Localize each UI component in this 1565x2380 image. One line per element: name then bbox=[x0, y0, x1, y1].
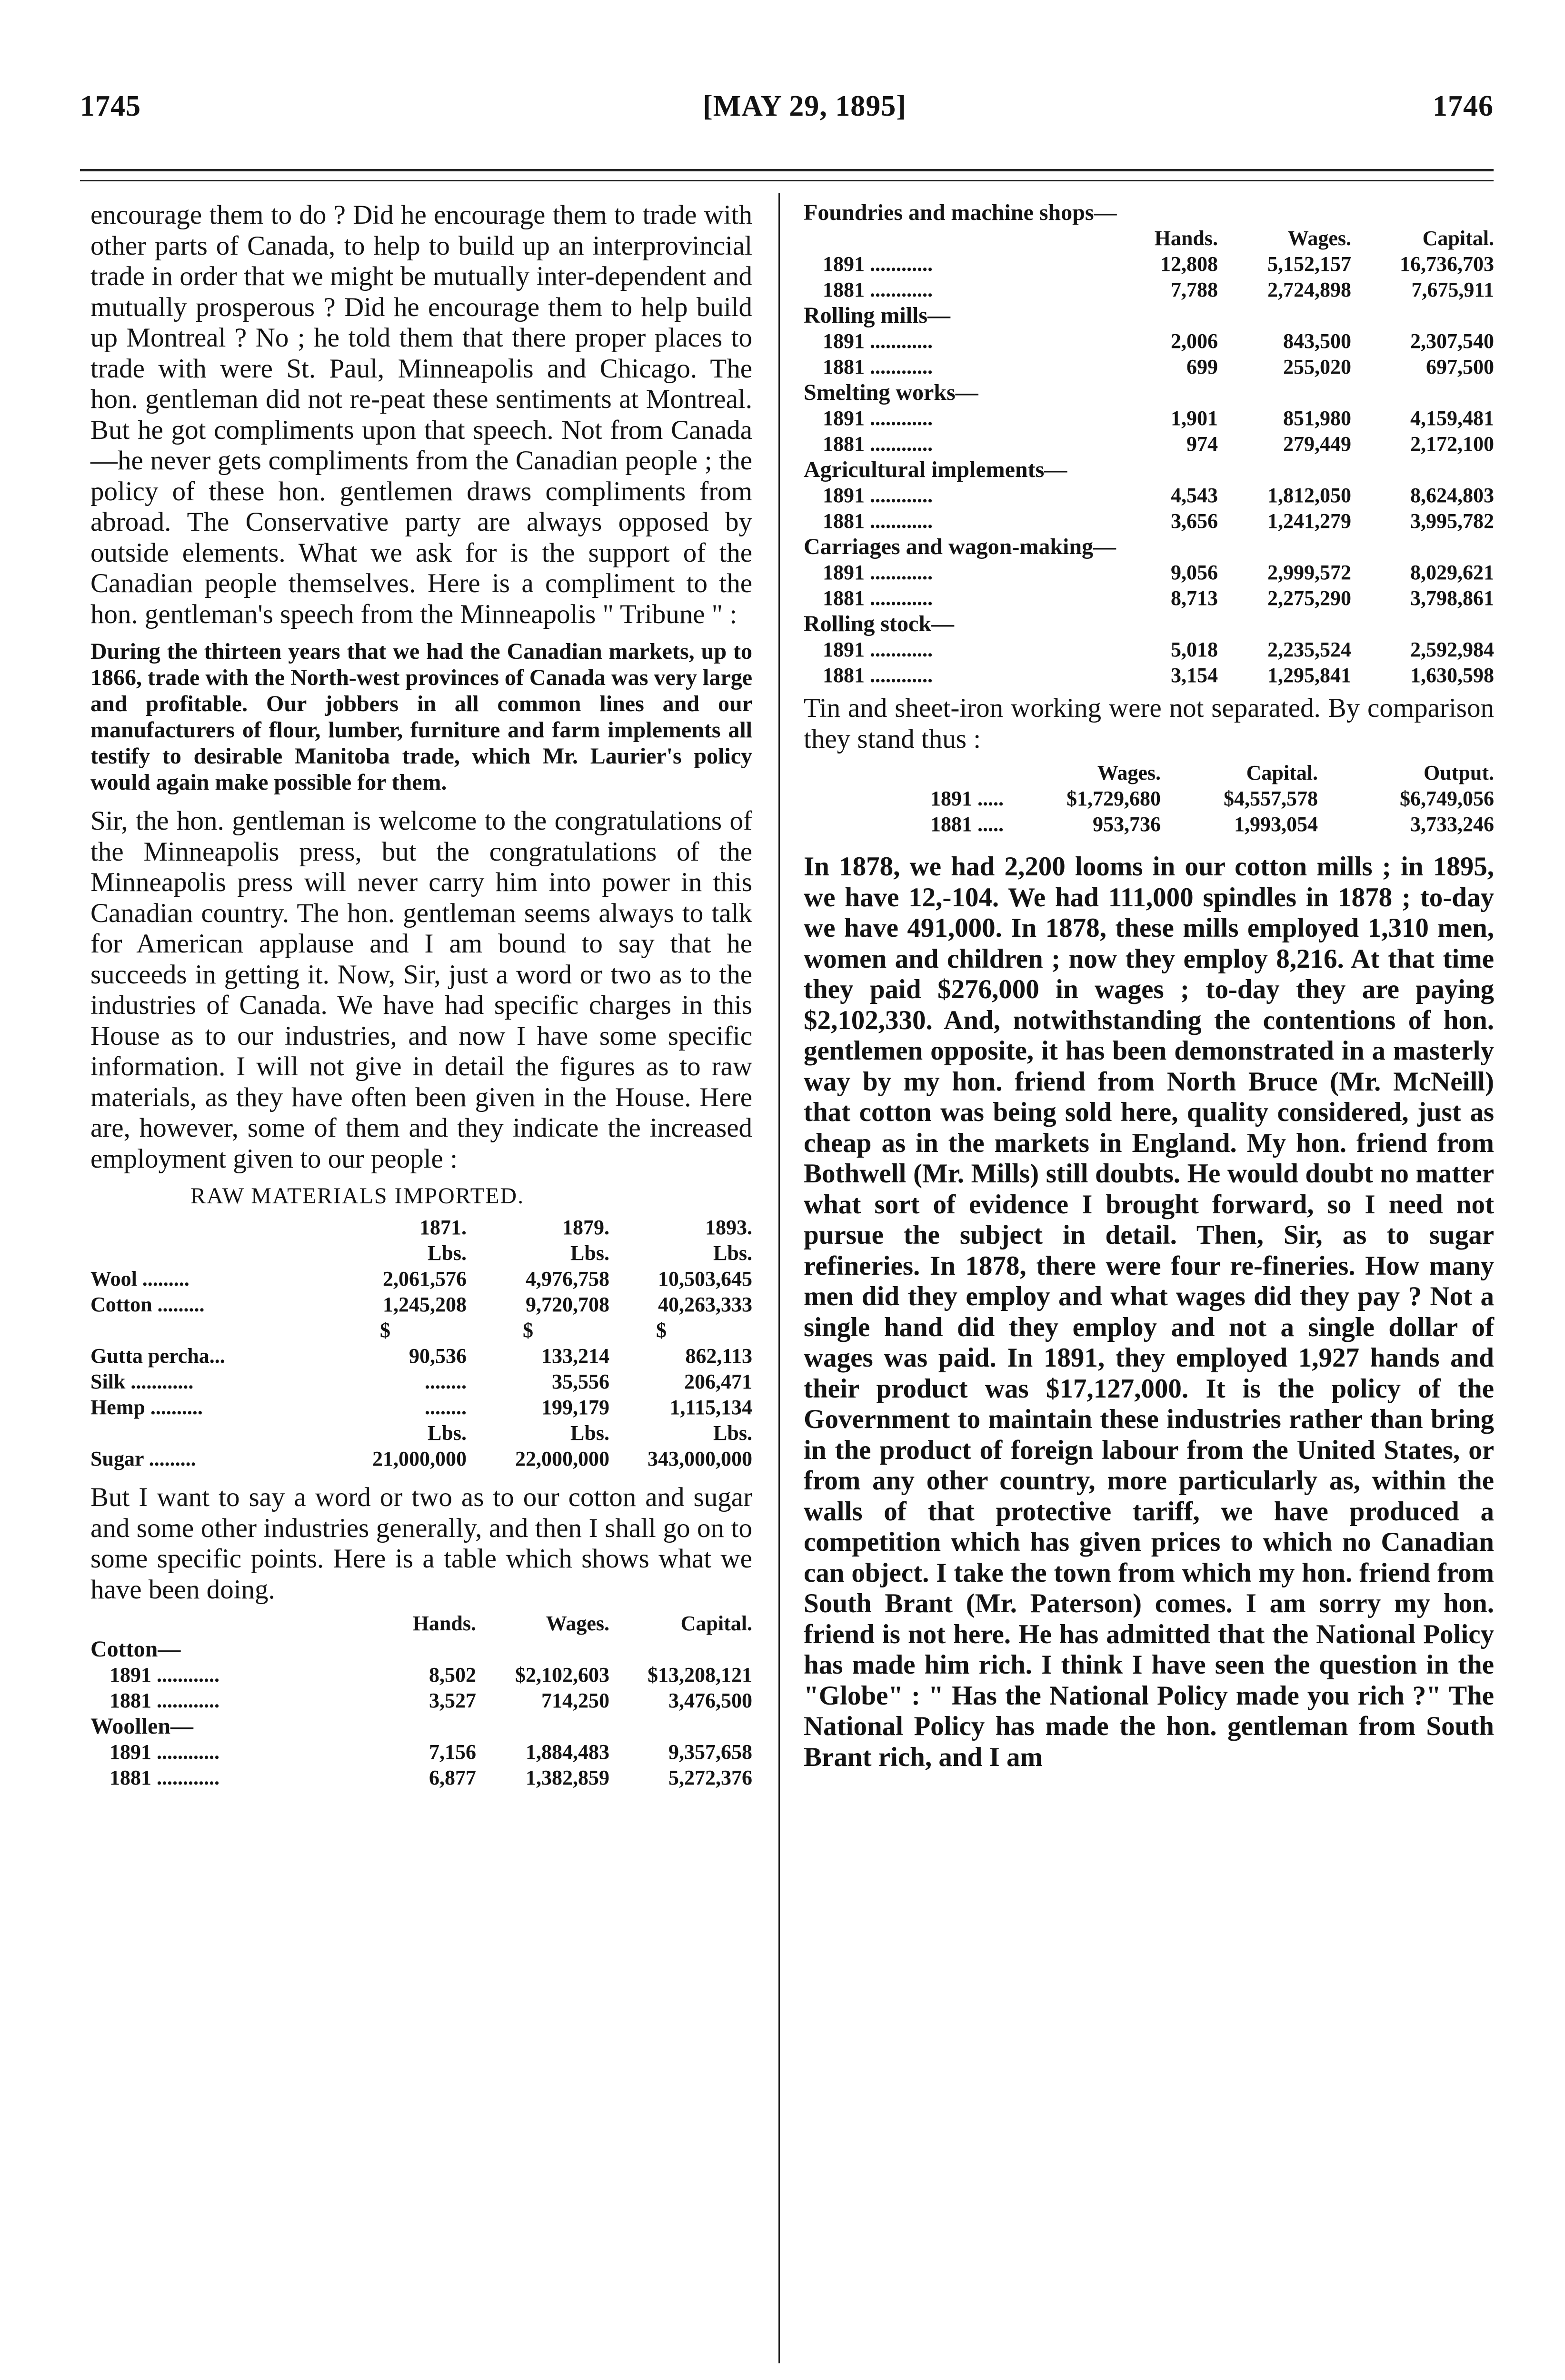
row-label: 1891 ............ bbox=[823, 561, 933, 584]
table-cell: 16,736,703 bbox=[1400, 252, 1494, 276]
group-label: Agricultural implements— bbox=[804, 457, 1067, 482]
row-label: 1891 ............ bbox=[823, 252, 933, 276]
table-cell: 1,245,208 bbox=[383, 1293, 467, 1316]
table-cell: 843,500 bbox=[1283, 329, 1351, 353]
table-row bbox=[90, 1395, 752, 1420]
row-label: 1891 ............ bbox=[110, 1663, 219, 1686]
row-label: 1881 ............ bbox=[823, 278, 933, 301]
table-cell: 9,056 bbox=[1171, 561, 1218, 584]
table-cell: 3,733,246 bbox=[1410, 813, 1494, 836]
table-cell: 12,808 bbox=[1160, 252, 1218, 276]
table-row bbox=[804, 328, 1494, 354]
unit-cell: Lbs. bbox=[713, 1421, 752, 1445]
table-cell: 40,263,333 bbox=[658, 1293, 752, 1316]
table-cell: 8,713 bbox=[1171, 586, 1218, 610]
year-header: 1871. bbox=[419, 1216, 467, 1239]
table-cell: ........ bbox=[425, 1396, 467, 1419]
paragraph-cotton-sugar: But I want to say a word or two as to our cotton and sugar and some other industries generally, and then I shall go on to some specific points. Here is a table which shows what we have been doing. bbox=[90, 1482, 752, 1605]
table-cell: 8,502 bbox=[429, 1663, 476, 1686]
header-rule-thick bbox=[80, 169, 1494, 171]
table-row bbox=[90, 1714, 752, 1739]
row-label: 1891 ............ bbox=[823, 407, 933, 430]
group-label: Rolling stock— bbox=[804, 611, 955, 636]
table-cell: 862,113 bbox=[685, 1344, 752, 1368]
table-cell: 90,536 bbox=[409, 1344, 467, 1368]
table-cell: 8,624,803 bbox=[1410, 484, 1494, 507]
row-label: 1891 ............ bbox=[823, 638, 933, 661]
table-row bbox=[90, 1739, 752, 1765]
table-row bbox=[90, 1369, 752, 1395]
table-cell: 10,503,645 bbox=[658, 1267, 752, 1290]
page-number-right: 1746 bbox=[1433, 90, 1494, 122]
row-label: Silk ............ bbox=[90, 1370, 194, 1393]
table-row bbox=[804, 483, 1494, 508]
paragraph-congratulations: Sir, the hon. gentleman is welcome to the congratulations of the Minneapolis press, but the congratulations of the Minneapolis press will never carry him into power in this Canadian country. The hon. gentleman seems always to talk for American applause and I am bound to say that he succeeds in getting it. Now, Sir, just a word or two as to the industries of Canada. We have had specific charges in this House as to our industries, and now I have some specific information. I will not give in detail the figures as to raw materials, as they have often been given in the House. Here are, however, some of them and they indicate the increased employment given to our people : bbox=[90, 806, 752, 1174]
table-cell: 133,214 bbox=[541, 1344, 609, 1368]
row-label: Sugar ......... bbox=[90, 1447, 196, 1470]
column-header: Output. bbox=[1424, 761, 1494, 784]
right-column bbox=[804, 200, 1494, 1778]
unit-cell: Lbs. bbox=[570, 1241, 609, 1265]
table-row bbox=[90, 1318, 752, 1343]
raw-materials-table bbox=[90, 1215, 752, 1472]
table-row bbox=[90, 1240, 752, 1266]
table-row bbox=[90, 1446, 752, 1472]
row-label: 1881 ............ bbox=[110, 1766, 219, 1789]
table-row bbox=[804, 354, 1494, 380]
table-row bbox=[804, 431, 1494, 457]
column-header: Capital. bbox=[680, 1612, 752, 1635]
table-row bbox=[804, 457, 1494, 483]
table-cell: 2,275,290 bbox=[1267, 586, 1351, 610]
group-label: Smelting works— bbox=[804, 380, 978, 405]
table-cell: 851,980 bbox=[1283, 407, 1351, 430]
paragraph-looms: In 1878, we had 2,200 looms in our cotton mills ; in 1895, we have 12,-104. We had 111,000 spindles in 1878 ; to-day we have 491,000. In 1878, these mills employed 1,310 men, women and children ; now they employ 8,216. At that time they paid $276,000 in wages ; to-day they are paying $2,102,330. And, notwithstanding the contentions of hon. gentlemen opposite, it has been demonstrated in a masterly way by my hon. friend from North Bruce (Mr. McNeill) that cotton was being sold here, quality considered, just as cheap as in the markets in England. My hon. friend from Bothwell (Mr. Mills) still doubts. He would doubt no matter what sort of evidence I brought forward, so I need not pursue the subject in detail. Then, Sir, as to sugar refineries. In 1878, there were four re-fineries. How many men did they employ and what wages did they pay ? Not a single hand did they employ and not a single dollar of wages was paid. In 1891, they employed 1,927 hands and their product was $17,127,000. It is the policy of the Government to maintain these industries rather than bring in the product of foreign labour from the United States, or from any other country, more particularly as, within the walls of that protective tariff, we have produced a competition which has given prices to which no Canadian can object. I take the town from which my hon. friend from South Brant (Mr. Paterson) comes. I am sorry my hon. friend is not here. He has admitted that the National Policy has made him rich. I think I have seen the question in the "Globe" : " Has the National Policy made you rich ?" The National Policy has made the hon. gentleman from South Brant rich, and I am bbox=[804, 852, 1494, 1772]
table-row bbox=[804, 200, 1494, 226]
table-cell: 5,152,157 bbox=[1267, 252, 1351, 276]
row-label: 1891 ............ bbox=[823, 329, 933, 353]
table-cell: 1,993,054 bbox=[1234, 813, 1318, 836]
row-label: Wool ......... bbox=[90, 1267, 189, 1290]
table-cell: $2,102,603 bbox=[515, 1663, 609, 1686]
group-label: Rolling mills— bbox=[804, 303, 951, 328]
table-cell: 9,357,658 bbox=[668, 1740, 752, 1764]
table-cell: 1,115,134 bbox=[669, 1396, 752, 1419]
table-cell: 2,172,100 bbox=[1410, 432, 1494, 456]
row-label: Cotton ......... bbox=[90, 1293, 205, 1316]
table-row bbox=[90, 1343, 752, 1369]
table-cell: 1,630,598 bbox=[1410, 664, 1494, 687]
group-label: Foundries and machine shops— bbox=[804, 200, 1117, 225]
table-cell: 5,272,376 bbox=[668, 1766, 752, 1789]
column-divider bbox=[778, 193, 780, 2363]
table-row bbox=[804, 406, 1494, 431]
table-cell: 1,901 bbox=[1171, 407, 1218, 430]
table-row bbox=[90, 1420, 752, 1446]
date-header: [MAY 29, 1895] bbox=[703, 90, 907, 122]
unit-cell: $ bbox=[656, 1319, 667, 1342]
column-header: Capital. bbox=[1422, 227, 1494, 250]
row-label: 1881 ............ bbox=[823, 432, 933, 456]
table-cell: $6,749,056 bbox=[1400, 787, 1494, 810]
table-row bbox=[804, 585, 1494, 611]
table-cell: 7,788 bbox=[1171, 278, 1218, 301]
raw-materials-caption: RAW MATERIALS IMPORTED. bbox=[190, 1183, 525, 1209]
table-cell: 3,476,500 bbox=[668, 1689, 752, 1712]
column-header: Wages. bbox=[546, 1612, 609, 1635]
table-row bbox=[804, 508, 1494, 534]
table-cell: 255,020 bbox=[1283, 355, 1351, 378]
table-cell: 697,500 bbox=[1426, 355, 1494, 378]
table-row bbox=[90, 1292, 752, 1318]
table-cell: 2,724,898 bbox=[1267, 278, 1351, 301]
table-row bbox=[804, 380, 1494, 406]
table-row bbox=[90, 1266, 752, 1292]
table-cell: $1,729,680 bbox=[1067, 787, 1161, 810]
table-cell: 9,720,708 bbox=[526, 1293, 609, 1316]
row-label: 1891 ..... bbox=[930, 787, 1004, 810]
unit-cell: Lbs. bbox=[428, 1241, 467, 1265]
unit-cell: Lbs. bbox=[428, 1421, 467, 1445]
table-cell: 2,592,984 bbox=[1410, 638, 1494, 661]
table-cell: 1,812,050 bbox=[1267, 484, 1351, 507]
table-cell: 2,999,572 bbox=[1267, 561, 1351, 584]
row-label: Hemp .......... bbox=[90, 1396, 203, 1419]
table-row bbox=[804, 277, 1494, 303]
table-cell: 974 bbox=[1186, 432, 1218, 456]
row-label: 1881 ............ bbox=[823, 664, 933, 687]
table-cell: 7,156 bbox=[429, 1740, 476, 1764]
table-row bbox=[804, 786, 1494, 812]
table-cell: 3,798,861 bbox=[1410, 586, 1494, 610]
table-cell: 279,449 bbox=[1283, 432, 1351, 456]
column-header: Wages. bbox=[1287, 227, 1351, 250]
unit-cell: $ bbox=[380, 1319, 390, 1342]
column-header: Wages. bbox=[1097, 761, 1161, 784]
table-row bbox=[804, 637, 1494, 663]
table-cell: 2,061,576 bbox=[383, 1267, 467, 1290]
table-row bbox=[804, 251, 1494, 277]
table-cell: ........ bbox=[425, 1370, 467, 1393]
table-row bbox=[804, 226, 1494, 251]
table-cell: $4,557,578 bbox=[1224, 787, 1318, 810]
table-cell: 3,154 bbox=[1171, 664, 1218, 687]
table-cell: 2,235,524 bbox=[1267, 638, 1351, 661]
paragraph-encourage: encourage them to do ? Did he encourage them to trade with other parts of Canada, to help to build up an interprovincial trade in order that we might be mutually inter-dependent and mutually prosperous ? Did he encourage them to help build up Montreal ? No ; he told them that there proper places to trade with were St. Paul, Minneapolis and Chicago. The hon. gentleman did not re-peat these sentiments at Montreal. But he got compliments upon that speech. Not from Canada—he never gets compliments from the Canadian people ; the policy of these hon. gentlemen draws compliments from abroad. The Conservative party are always opposed by outside elements. What we ask for is the support of the Canadian people themselves. Here is a compliment to the hon. gentleman's speech from the Minneapolis " Tribune " : bbox=[90, 200, 752, 629]
table-row bbox=[90, 1765, 752, 1791]
tin-sheet-iron-table bbox=[804, 760, 1494, 837]
table-cell: 4,159,481 bbox=[1410, 407, 1494, 430]
unit-cell: $ bbox=[523, 1319, 533, 1342]
table-row bbox=[804, 303, 1494, 328]
industries-table-left bbox=[90, 1611, 752, 1791]
table-cell: 5,018 bbox=[1171, 638, 1218, 661]
table-cell: 4,976,758 bbox=[526, 1267, 609, 1290]
table-row bbox=[90, 1636, 752, 1662]
page-number-left: 1745 bbox=[80, 90, 141, 122]
table-row bbox=[804, 663, 1494, 688]
row-label: 1881 ............ bbox=[823, 586, 933, 610]
column-header: Hands. bbox=[412, 1612, 476, 1635]
group-label: Cotton— bbox=[90, 1636, 181, 1662]
table-cell: 6,877 bbox=[429, 1766, 476, 1789]
table-cell: 1,241,279 bbox=[1267, 509, 1351, 533]
table-cell: 714,250 bbox=[541, 1689, 609, 1712]
table-cell: 3,527 bbox=[429, 1689, 476, 1712]
table-row bbox=[90, 1662, 752, 1688]
header-rule-thin bbox=[80, 180, 1494, 181]
table-cell: 3,656 bbox=[1171, 509, 1218, 533]
table-row bbox=[90, 1688, 752, 1714]
unit-cell: Lbs. bbox=[570, 1421, 609, 1445]
year-header: 1879. bbox=[562, 1216, 609, 1239]
row-label: 1881 ............ bbox=[110, 1689, 219, 1712]
table-row bbox=[804, 611, 1494, 637]
table-cell: 2,307,540 bbox=[1410, 329, 1494, 353]
table-cell: 1,295,841 bbox=[1267, 664, 1351, 687]
table-cell: 4,543 bbox=[1171, 484, 1218, 507]
table-cell: 199,179 bbox=[541, 1396, 609, 1419]
tribune-quote: During the thirteen years that we had the Canadian markets, up to 1866, trade with the North-west provinces of Canada was very large and profitable. Our jobbers in all common lines and our manufacturers of flour, lumber, furniture and farm implements all testify to desirable Manitoba trade, which Mr. Laurier's policy would again make possible for them. bbox=[90, 639, 752, 795]
table-cell: 699 bbox=[1186, 355, 1218, 378]
table-cell: 343,000,000 bbox=[648, 1447, 752, 1470]
row-label: 1881 ............ bbox=[823, 355, 933, 378]
table-cell: 21,000,000 bbox=[372, 1447, 467, 1470]
column-header: Hands. bbox=[1154, 227, 1218, 250]
table-row bbox=[804, 560, 1494, 585]
table-row bbox=[90, 1215, 752, 1240]
table-row bbox=[804, 812, 1494, 837]
row-label: Gutta percha... bbox=[90, 1344, 225, 1368]
industries-table-right bbox=[804, 200, 1494, 688]
row-label: 1891 ............ bbox=[110, 1740, 219, 1764]
table-cell: 2,006 bbox=[1171, 329, 1218, 353]
table-cell: 953,736 bbox=[1093, 813, 1161, 836]
left-column bbox=[90, 200, 752, 1791]
table-cell: 7,675,911 bbox=[1411, 278, 1494, 301]
paragraph-tin-sheet-iron: Tin and sheet-iron working were not separated. By comparison they stand thus : bbox=[804, 693, 1494, 754]
year-header: 1893. bbox=[705, 1216, 752, 1239]
table-cell: 22,000,000 bbox=[515, 1447, 609, 1470]
row-label: 1881 ............ bbox=[823, 509, 933, 533]
group-label: Woollen— bbox=[90, 1714, 194, 1739]
table-row bbox=[90, 1611, 752, 1636]
row-label: 1881 ..... bbox=[930, 813, 1004, 836]
row-label: 1891 ............ bbox=[823, 484, 933, 507]
table-cell: 206,471 bbox=[684, 1370, 752, 1393]
table-cell: 1,884,483 bbox=[526, 1740, 609, 1764]
table-row bbox=[804, 760, 1494, 786]
group-label: Carriages and wagon-making— bbox=[804, 534, 1116, 559]
column-header: Capital. bbox=[1246, 761, 1318, 784]
unit-cell: Lbs. bbox=[713, 1241, 752, 1265]
table-cell: 8,029,621 bbox=[1410, 561, 1494, 584]
table-cell: $13,208,121 bbox=[648, 1663, 752, 1686]
table-cell: 35,556 bbox=[552, 1370, 609, 1393]
table-cell: 1,382,859 bbox=[526, 1766, 609, 1789]
table-row bbox=[804, 534, 1494, 560]
table-cell: 3,995,782 bbox=[1410, 509, 1494, 533]
